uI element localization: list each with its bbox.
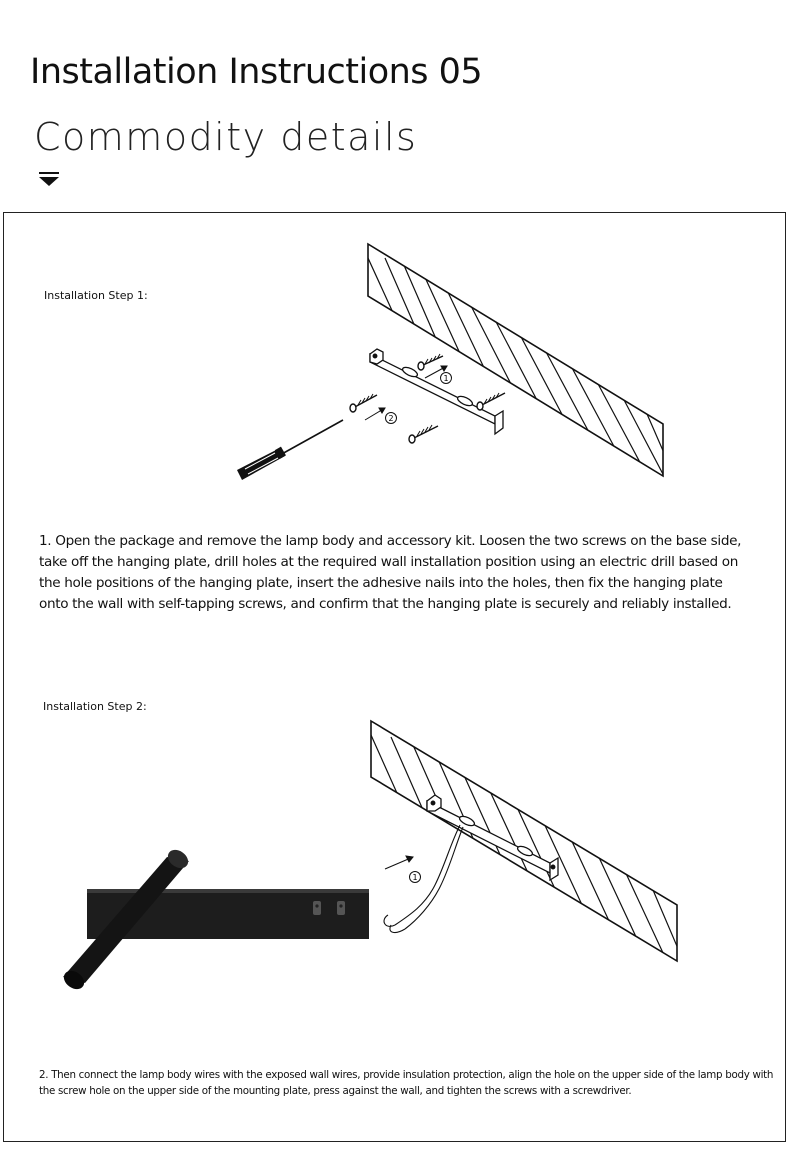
step2-label: Installation Step 2:: [43, 700, 147, 713]
svg-text:1: 1: [443, 374, 449, 383]
marker-2-badge: [386, 413, 397, 424]
down-arrow-icon: [38, 171, 60, 187]
step2-diagram: [55, 715, 695, 995]
section-title: Commodity details: [34, 115, 418, 159]
svg-text:2: 2: [388, 414, 394, 423]
step2-description: 2. Then connect the lamp body wires with the exposed wall wires, provide insulation protection, align the hole on the upper side of the lamp body with the screw hole on the upper side of the mounting plate, press against the wall, and tighten the screws with a screwdriver.: [39, 1069, 774, 1097]
marker-1-badge: [410, 872, 421, 883]
marker-1-badge: [441, 373, 452, 384]
page-title: Installation Instructions 05: [30, 52, 483, 92]
step1-diagram: [225, 238, 675, 488]
step1-label: Installation Step 1:: [44, 289, 148, 302]
screwdriver-illustration: [237, 420, 343, 480]
step1-description: 1. Open the package and remove the lamp body and accessory kit. Loosen the two screws on the base side, take off the hanging plate, drill holes at the required wall installation position using an electric drill based on the hole positions of the hanging plate, insert the adhesive nails into the holes, then fix the hanging plate onto the wall with self-tapping screws, and confirm that the hanging plate is securely and reliably installed.: [39, 533, 742, 612]
svg-text:1: 1: [412, 873, 418, 882]
wall-wires: [384, 825, 463, 932]
direction-arrow: [385, 856, 413, 869]
wall-illustration: [371, 721, 685, 965]
